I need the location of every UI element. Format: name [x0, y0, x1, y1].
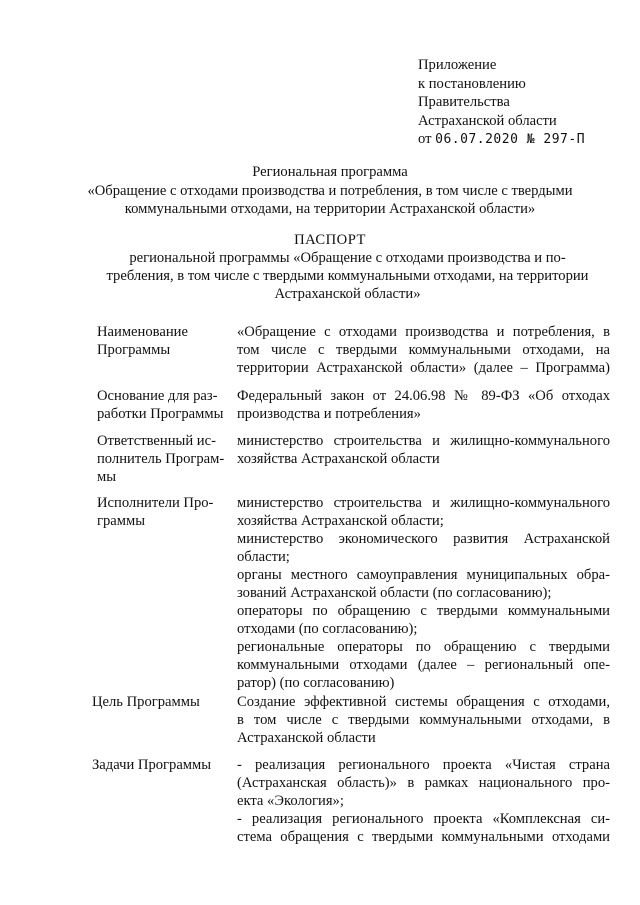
label-line: Цель Программы	[92, 694, 200, 710]
value-line: региональные операторы по обращению с твердыми	[237, 639, 610, 655]
appendix-date	[418, 130, 628, 150]
row-label	[92, 693, 222, 711]
value-line: Создание эффективной системы обращения с отходами,	[237, 694, 610, 710]
label-line: мы	[97, 469, 117, 485]
value-line: территории Астраханской области» (далее – Программа)	[237, 360, 610, 376]
passport-heading: ПАСПОРТ	[294, 232, 366, 248]
row-value	[237, 494, 610, 692]
label-line: работки Программы	[97, 406, 224, 422]
appendix-line: к постановлению	[418, 75, 526, 92]
date-prefix: от	[418, 131, 432, 147]
label-line: Программы	[97, 342, 171, 358]
row-value	[237, 693, 610, 747]
value-line: «Обращение с отходами производства и потребления, в	[237, 324, 610, 340]
row-value	[237, 432, 610, 468]
appendix-line: Правительства	[418, 94, 510, 110]
value-line: екта «Экология»;	[237, 793, 344, 809]
row-label	[97, 323, 227, 359]
value-line: операторы по обращению с твердыми коммунальными	[237, 603, 610, 619]
value-line: министерство строительства и жилищно-коммунального	[237, 433, 610, 449]
value-line: производства и потребления»	[237, 406, 421, 422]
title-line: «Обращение с отходами производства и потребления, в том числе с твердыми	[87, 182, 573, 199]
label-line: Наименование	[97, 324, 188, 340]
label-line: Задачи Программы	[92, 757, 212, 773]
passport-line: региональной программы «Обращение с отходами производства и по-	[129, 250, 566, 266]
value-line: стема обращения с твердыми коммунальными отходами	[237, 829, 610, 845]
passport-line: Астраханской области»	[274, 286, 421, 302]
value-line: Федеральный закон от 24.06.98 № 89-ФЗ «Об отходах	[237, 388, 610, 404]
value-line: министерство строительства и жилищно-коммунального	[237, 495, 610, 511]
row-value	[237, 756, 610, 846]
date-number: 06.07.2020 № 297-П	[435, 132, 586, 147]
value-line: области;	[237, 549, 290, 565]
program-title	[80, 163, 580, 219]
passport-subtitle	[80, 249, 615, 303]
appendix-block	[418, 56, 628, 150]
value-line: органы местного самоуправления муниципальных обра-	[237, 567, 610, 583]
value-line: хозяйства Астраханской области;	[237, 513, 444, 529]
value-line: Астраханской области	[237, 730, 376, 746]
value-line: зований Астраханской области (по согласованию);	[237, 585, 552, 601]
label-line: Ответственный ис-	[97, 433, 216, 449]
value-line: коммунальными отходами (далее – региональный опе-	[237, 657, 610, 673]
label-line: Исполнители Про-	[97, 495, 214, 511]
label-line: полнитель Програм-	[97, 451, 225, 467]
label-line: Основание для раз-	[97, 388, 218, 404]
row-label	[97, 494, 227, 530]
value-line: - реализация регионального проекта «Чистая страна	[237, 757, 610, 773]
title-line: коммунальными отходами, на территории Астраханской области»	[124, 201, 536, 217]
row-value	[237, 387, 610, 423]
row-label	[97, 432, 227, 486]
value-line: (Астраханская область)» в рамках национального про-	[237, 775, 610, 791]
row-label	[97, 387, 227, 423]
row-value	[237, 323, 610, 377]
value-line: отходами (по согласованию);	[237, 621, 418, 637]
value-line: том числе с твердыми коммунальными отходами, на	[237, 342, 610, 358]
passport-line: требления, в том числе с твердыми коммунальными отходами, на территории	[106, 268, 589, 284]
row-label	[92, 756, 222, 774]
value-line: в том числе с твердыми коммунальными отходами, в	[237, 712, 610, 728]
value-line: министерство экономического развития Астраханской	[237, 531, 610, 547]
appendix-line: Астраханской области	[418, 112, 557, 129]
appendix-line: Приложение	[418, 57, 497, 73]
value-line: - реализация регионального проекта «Комплексная си-	[237, 811, 610, 827]
label-line: граммы	[97, 513, 146, 529]
title-line: Региональная программа	[252, 164, 408, 180]
value-line: хозяйства Астраханской области	[237, 451, 440, 467]
value-line: ратор) (по согласованию)	[237, 675, 395, 691]
